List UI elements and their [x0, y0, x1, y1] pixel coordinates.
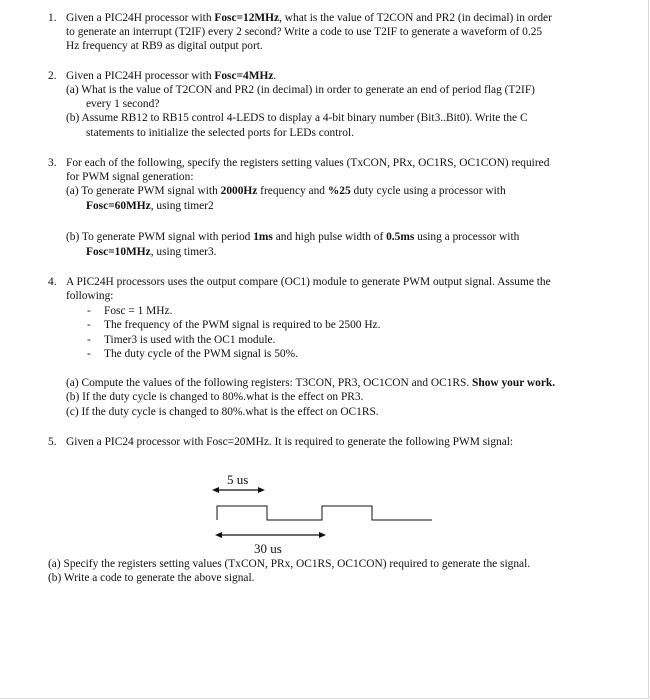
- list-item: The duty cycle of the PWM signal is 50%.: [104, 348, 298, 360]
- question-number: 2.: [48, 70, 57, 82]
- bullet-mark: -: [87, 305, 91, 317]
- part-a-text: (a) Specify the registers setting values (TxCON, PRx, OC1RS, OC1CON) required to generate the signal.: [48, 558, 531, 570]
- part-b-text: (b) Assume RB12 to RB15 control 4-LEDS to display a 4-bit binary number (Bit3..Bit0). Write the C: [66, 112, 528, 124]
- part-b-text: statements to initialize the selected ports for LEDs control.: [86, 127, 354, 139]
- part-b-text: Fosc=10MHz, using timer3.: [86, 246, 217, 258]
- question-number: 1.: [48, 12, 57, 24]
- list-item: The frequency of the PWM signal is required to be 2500 Hz.: [104, 319, 381, 331]
- pulse-width-label: 5 us: [227, 472, 249, 487]
- bullet-mark: -: [87, 334, 91, 346]
- part-a-text: every 1 second?: [86, 98, 160, 110]
- arrowhead-left-icon: [212, 487, 219, 493]
- question-text-line: Given a PIC24 processor with Fosc=20MHz. It is required to generate the following PWM signal:: [66, 436, 514, 448]
- question-text-line: to generate an interrupt (T2IF) every 2 second? Write a code to use T2IF to generate a waveform of 0.25: [66, 26, 543, 38]
- question-text-line: Hz frequency at RB9 as digital output port.: [66, 40, 263, 52]
- part-b-text: (b) To generate PWM signal with period 1ms and high pulse width of 0.5ms using a processor with: [66, 231, 520, 243]
- part-a-text: (a) What is the value of T2CON and PR2 (in decimal) in order to generate an end of period flag (T2IF): [66, 84, 535, 96]
- pwm-waveform-diagram: [200, 468, 450, 560]
- question-text-line: Given a PIC24H processor with Fosc=4MHz.: [66, 70, 277, 82]
- question-text-line: for PWM signal generation:: [66, 171, 194, 183]
- question-number: 5.: [48, 436, 57, 448]
- question-text-line: For each of the following, specify the registers setting values (TxCON, PRx, OC1RS, OC1CON) required: [66, 157, 550, 169]
- arrowhead-left-icon: [215, 532, 222, 538]
- list-item: Fosc = 1 MHz.: [104, 305, 173, 317]
- pwm-signal-trace: [217, 506, 432, 520]
- arrowhead-right-icon: [319, 532, 326, 538]
- question-number: 4.: [48, 276, 57, 288]
- part-c-text: (c) If the duty cycle is changed to 80%.what is the effect on OC1RS.: [66, 406, 379, 418]
- question-text-line: following:: [66, 290, 114, 302]
- question-text-line: Given a PIC24H processor with Fosc=12MHz, what is the value of T2CON and PR2 (in decimal) in order: [66, 12, 552, 24]
- part-b-text: (b) If the duty cycle is changed to 80%.what is the effect on PR3.: [66, 391, 364, 403]
- arrowhead-right-icon: [258, 487, 265, 493]
- list-item: Timer3 is used with the OC1 module.: [104, 334, 276, 346]
- question-number: 3.: [48, 157, 57, 169]
- part-b-text: (b) Write a code to generate the above signal.: [48, 572, 255, 584]
- question-text-line: A PIC24H processors uses the output compare (OC1) module to generate PWM output signal. Assume the: [66, 276, 551, 288]
- period-label: 30 us: [254, 541, 282, 556]
- part-a-text: (a) Compute the values of the following registers: T3CON, PR3, OC1CON and OC1RS. Show your work.: [66, 377, 556, 389]
- part-a-text: Fosc=60MHz, using timer2: [86, 200, 214, 212]
- bullet-mark: -: [87, 348, 91, 360]
- part-a-text: (a) To generate PWM signal with 2000Hz frequency and %25 duty cycle using a processor with: [66, 185, 506, 197]
- bullet-mark: -: [87, 319, 91, 331]
